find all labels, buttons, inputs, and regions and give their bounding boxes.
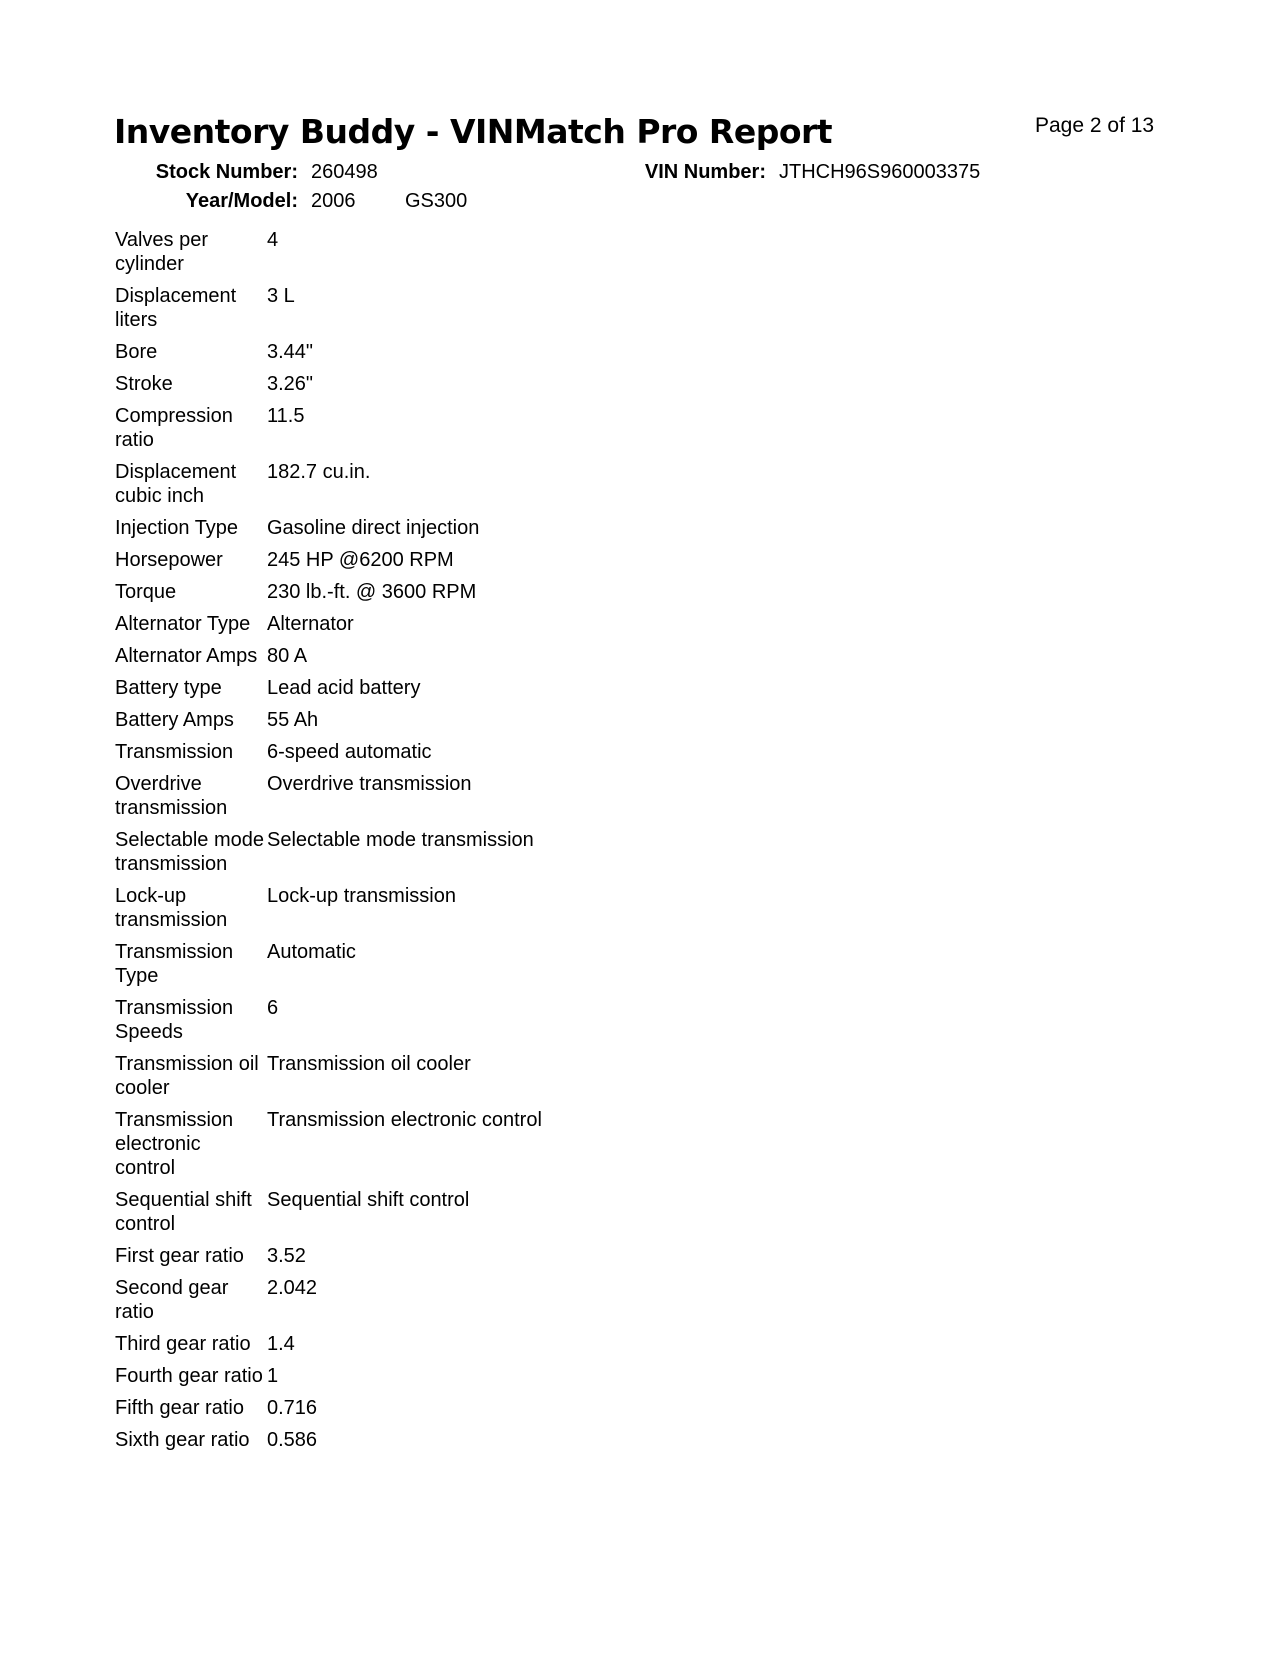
year-model-label: Year/Model: bbox=[185, 190, 298, 212]
spec-value: Transmission electronic control bbox=[267, 1109, 542, 1131]
spec-label: Horsepower bbox=[115, 549, 223, 571]
spec-row bbox=[115, 516, 635, 540]
spec-label: Transmission Type bbox=[115, 941, 234, 987]
spec-value: 3.44" bbox=[267, 341, 314, 363]
spec-label: Third gear ratio bbox=[115, 1333, 251, 1355]
spec-label: Fifth gear ratio bbox=[115, 1397, 244, 1419]
spec-label: Displacement cubic inch bbox=[115, 461, 237, 507]
spec-label: Displacement liters bbox=[115, 285, 237, 331]
spec-value: 0.586 bbox=[267, 1429, 318, 1451]
vin-number-label: VIN Number: bbox=[644, 161, 766, 183]
spec-row bbox=[115, 460, 635, 508]
spec-row bbox=[115, 228, 635, 276]
spec-row bbox=[115, 340, 635, 364]
stock-number-value: 260498 bbox=[311, 161, 378, 183]
spec-label: Stroke bbox=[115, 373, 173, 395]
spec-row bbox=[115, 1332, 635, 1356]
spec-row bbox=[115, 828, 635, 876]
spec-value: 1 bbox=[267, 1365, 279, 1387]
spec-row bbox=[115, 1052, 635, 1100]
spec-value: Sequential shift control bbox=[267, 1189, 470, 1211]
spec-value: Overdrive transmission bbox=[267, 773, 472, 795]
spec-row bbox=[115, 884, 635, 932]
spec-label: Battery type bbox=[115, 677, 222, 699]
spec-row bbox=[115, 1188, 635, 1236]
spec-label: Alternator Amps bbox=[115, 645, 258, 667]
spec-value: 6 bbox=[267, 997, 279, 1019]
spec-label: Lock-up transmission bbox=[115, 885, 228, 931]
spec-label: Overdrive transmission bbox=[115, 773, 228, 819]
spec-row bbox=[115, 644, 635, 668]
spec-label: Fourth gear ratio bbox=[115, 1365, 263, 1387]
spec-row bbox=[115, 1428, 635, 1452]
vin-number-value: JTHCH96S960003375 bbox=[779, 161, 981, 183]
spec-value: Lead acid battery bbox=[267, 677, 421, 699]
spec-value: 3 L bbox=[267, 285, 295, 307]
spec-row bbox=[115, 1276, 635, 1324]
model-value: GS300 bbox=[405, 190, 468, 212]
spec-label: Sequential shift control bbox=[115, 1189, 252, 1235]
spec-row bbox=[115, 1396, 635, 1420]
spec-label: Transmission oil cooler bbox=[115, 1053, 259, 1099]
spec-label: Transmission bbox=[115, 741, 234, 763]
spec-row bbox=[115, 580, 635, 604]
spec-label: Battery Amps bbox=[115, 709, 234, 731]
spec-value: Automatic bbox=[267, 941, 356, 963]
spec-row bbox=[115, 404, 635, 452]
spec-row bbox=[115, 708, 635, 732]
spec-value: 230 lb.-ft. @ 3600 RPM bbox=[267, 581, 477, 603]
spec-row bbox=[115, 548, 635, 572]
spec-row bbox=[115, 612, 635, 636]
spec-row bbox=[115, 996, 635, 1044]
spec-value: 2.042 bbox=[267, 1277, 318, 1299]
spec-label: Transmission electronic control bbox=[115, 1109, 234, 1179]
spec-row bbox=[115, 1108, 635, 1180]
stock-number-label: Stock Number: bbox=[155, 161, 298, 183]
spec-value: Transmission oil cooler bbox=[267, 1053, 471, 1075]
spec-row bbox=[115, 284, 635, 332]
spec-value: Selectable mode transmission bbox=[267, 829, 534, 851]
spec-label: Injection Type bbox=[115, 517, 239, 539]
spec-label: Valves per cylinder bbox=[115, 229, 209, 275]
spec-row bbox=[115, 1364, 635, 1388]
spec-value: 4 bbox=[267, 229, 279, 251]
spec-value: Alternator bbox=[267, 613, 354, 635]
spec-value: 182.7 cu.in. bbox=[267, 461, 371, 483]
spec-label: Alternator Type bbox=[115, 613, 251, 635]
spec-label: First gear ratio bbox=[115, 1245, 244, 1267]
spec-row bbox=[115, 676, 635, 700]
report-title: Inventory Buddy - VINMatch Pro Report bbox=[114, 112, 833, 151]
spec-row bbox=[115, 940, 635, 988]
spec-row bbox=[115, 772, 635, 820]
spec-value: 3.26" bbox=[267, 373, 314, 395]
spec-value: Lock-up transmission bbox=[267, 885, 456, 907]
spec-label: Selectable mode transmission bbox=[115, 829, 264, 875]
spec-label: Second gear ratio bbox=[115, 1277, 229, 1323]
spec-row bbox=[115, 372, 635, 396]
year-value: 2006 bbox=[311, 190, 356, 212]
spec-value: 11.5 bbox=[267, 405, 305, 427]
spec-value: 3.52 bbox=[267, 1245, 306, 1267]
spec-value: 1.4 bbox=[267, 1333, 295, 1355]
spec-label: Torque bbox=[115, 581, 177, 603]
spec-value: 0.716 bbox=[267, 1397, 318, 1419]
page-indicator: Page 2 of 13 bbox=[1035, 114, 1155, 137]
spec-label: Sixth gear ratio bbox=[115, 1429, 250, 1451]
spec-label: Transmission Speeds bbox=[115, 997, 234, 1043]
spec-row bbox=[115, 740, 635, 764]
spec-value: 245 HP @6200 RPM bbox=[267, 549, 454, 571]
spec-label: Bore bbox=[115, 341, 158, 363]
spec-value: 55 Ah bbox=[267, 709, 319, 731]
spec-label: Compression ratio bbox=[115, 405, 233, 451]
specs-table bbox=[115, 228, 635, 1460]
spec-value: 6-speed automatic bbox=[267, 741, 432, 763]
spec-value: Gasoline direct injection bbox=[267, 517, 480, 539]
spec-row bbox=[115, 1244, 635, 1268]
spec-value: 80 A bbox=[267, 645, 308, 667]
